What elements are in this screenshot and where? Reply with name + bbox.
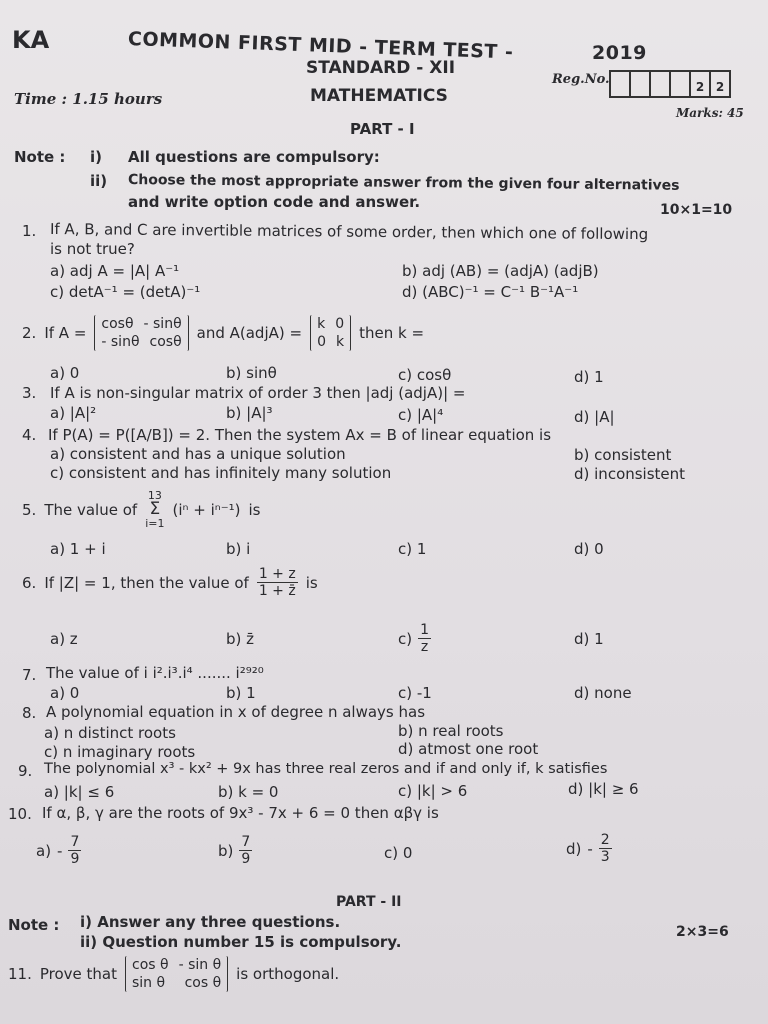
q7-option-a: a) 0 [50, 684, 80, 702]
q1-option-d: d) (ABC)⁻¹ = C⁻¹ B⁻¹A⁻¹ [402, 283, 579, 301]
q3-number: 3. [22, 384, 37, 402]
matrix-cell: - sinθ [101, 334, 140, 351]
q10-number: 10. [8, 805, 32, 823]
q2-post: then k = [359, 324, 425, 343]
reg-no-boxes [611, 70, 731, 98]
q2-option-c: c) cosθ [398, 366, 452, 384]
q5-option-b: b) i [226, 540, 251, 558]
q8-text: A polynomial equation in x of degree n always has [46, 703, 426, 721]
reg-no-box [609, 70, 631, 98]
matrix-cell: cosθ [149, 334, 182, 351]
q6-option-a: a) z [50, 630, 78, 648]
part2-title: PART - II [336, 894, 402, 910]
q1-option-b: b) adj (AB) = (adjA) (adjB) [402, 262, 599, 280]
reg-no-box [649, 70, 671, 98]
q4-option-b: b) consistent [574, 446, 672, 464]
fraction-numerator: 7 [70, 834, 80, 850]
q3-option-b: b) |A|³ [226, 404, 273, 422]
q10-option-b [218, 834, 252, 867]
q4-text: If P(A) = P([A/B]) = 2. Then the system Ax = B of linear equation is [48, 426, 552, 444]
matrix-cell: cos θ [132, 957, 169, 973]
fraction-numerator: 1 [420, 622, 430, 638]
q6-option-b: b) z̄ [226, 630, 255, 648]
q2-number: 2. [22, 324, 37, 343]
option-fraction [239, 834, 252, 867]
sum-lower-limit: i=1 [145, 517, 165, 530]
fraction-denominator: 9 [241, 851, 251, 868]
q7-text: The value of i i².i³.i⁴ ....... i²⁹²⁰ [46, 664, 264, 682]
option-fraction [68, 834, 81, 867]
q6-post: is [305, 573, 318, 592]
q5-option-c: c) 1 [398, 540, 427, 558]
matrix-cell: - sinθ [143, 316, 182, 332]
fraction-numerator: 7 [241, 834, 251, 850]
q4-option-a: a) consistent and has a unique solution [50, 445, 346, 463]
minus-sign: - [57, 841, 63, 860]
q5-option-d: d) 0 [574, 540, 604, 558]
matrix-cell: sin θ [132, 975, 166, 992]
q1-number: 1. [22, 222, 37, 240]
q4-option-c: c) consistent and has infinitely many solution [50, 464, 392, 482]
q2-option-a: a) 0 [50, 364, 80, 382]
exam-year: 2019 [592, 42, 647, 64]
part1-note-ii-line2: and write option code and answer. [128, 193, 421, 211]
part1-note-ii-line1: Choose the most appropriate answer from the given four alternatives [127, 172, 680, 194]
matrix-cell: - sin θ [178, 957, 222, 973]
q9-text: The polynomial x³ - kx² + 9x has three real zeros and if and only if, k satisfies [44, 761, 608, 777]
fraction-denominator: 9 [70, 851, 80, 868]
q6-number: 6. [22, 573, 37, 592]
option-label: c) [398, 629, 413, 648]
q6-pre: If |Z| = 1, then the value of [44, 573, 249, 592]
option-label: d) [566, 839, 582, 858]
q5 [22, 490, 260, 529]
fraction-denominator: 1 + z̄ [258, 583, 296, 600]
q10-option-a [36, 834, 81, 867]
reg-no-box: 2 [689, 70, 711, 98]
total-marks: Marks: 45 [676, 106, 744, 120]
part1-note-i: All questions are compulsory: [128, 148, 380, 166]
q9-option-c: c) |k| > 6 [398, 782, 468, 800]
q2 [22, 315, 424, 351]
part1-note-i-num: i) [90, 148, 102, 166]
q3-option-a: a) |A|² [50, 404, 97, 422]
q5-expression: (iⁿ + iⁿ⁻¹) [172, 500, 241, 519]
q11-matrix [125, 956, 228, 992]
q9-number: 9. [18, 762, 33, 780]
q8-option-b: b) n real roots [398, 722, 504, 740]
q3-text: If A is non-singular matrix of order 3 then |adj (adjA)| = [50, 384, 466, 402]
q11-post: is orthogonal. [236, 965, 340, 984]
q7-number: 7. [22, 666, 37, 684]
exam-time: Time : 1.15 hours [14, 90, 163, 108]
q11-number: 11. [8, 965, 32, 984]
q5-pre: The value of [44, 500, 138, 519]
matrix-cell: 0 [335, 316, 345, 332]
q10-option-d [566, 832, 612, 865]
matrix-cell: k [317, 316, 326, 332]
part2-marks: 2×3=6 [676, 924, 729, 940]
q5-post: is [248, 500, 261, 519]
exam-title: COMMON FIRST MID - TERM TEST - [127, 28, 514, 64]
q9-option-a: a) |k| ≤ 6 [44, 783, 115, 801]
part1-marks: 10×1=10 [660, 202, 733, 218]
fraction-numerator: 2 [600, 832, 610, 848]
q7-option-c: c) -1 [398, 684, 432, 702]
minus-sign: - [587, 839, 593, 858]
standard: STANDARD - XII [306, 58, 456, 78]
q6-option-c [398, 622, 431, 655]
part1-note-ii-num: ii) [90, 172, 108, 190]
q1-text: If A, B, and C are invertible matrices of some order, then which one of following [49, 220, 649, 244]
matrix-cell: cosθ [101, 316, 134, 332]
fraction-denominator: z [420, 639, 429, 656]
option-fraction [599, 832, 612, 865]
q1-option-a: a) adj A = |A| A⁻¹ [50, 262, 180, 280]
q6-fraction [257, 566, 298, 599]
q2-matrix-a [94, 315, 188, 351]
q1-text-2: is not true? [50, 240, 135, 258]
q8-option-a: a) n distinct roots [44, 724, 176, 742]
q11-pre: Prove that [39, 965, 117, 984]
fraction-numerator: 1 + z [258, 566, 296, 582]
matrix-cell: cos θ [184, 975, 222, 992]
summation [145, 490, 164, 529]
reg-no-box [669, 70, 691, 98]
option-label: a) [36, 841, 52, 860]
part2-note-i: i) Answer any three questions. [80, 913, 341, 931]
part1-title: PART - I [350, 120, 415, 138]
q2-mid: and A(adjA) = [196, 324, 303, 343]
q9-option-b: b) k = 0 [218, 783, 279, 801]
reg-no-box [629, 70, 651, 98]
part2-note-label: Note : [8, 916, 60, 934]
q4-number: 4. [22, 426, 37, 444]
q8-number: 8. [22, 704, 37, 722]
fraction-denominator: 3 [600, 849, 610, 866]
matrix-cell: k [336, 334, 345, 351]
q1-option-c: c) detA⁻¹ = (detA)⁻¹ [50, 283, 201, 301]
q8-option-c: c) n imaginary roots [44, 743, 196, 761]
q2-matrix-k [310, 315, 351, 351]
reg-no-label: Reg.No. [552, 72, 610, 87]
q10-text: If α, β, γ are the roots of 9x³ - 7x + 6 = 0 then αβγ is [42, 804, 439, 822]
q3-option-c: c) |A|⁴ [398, 406, 444, 424]
q3-option-d: d) |A| [574, 408, 615, 426]
q7-option-d: d) none [574, 684, 632, 702]
sum-upper-limit: 13 [147, 489, 162, 502]
sigma-icon: Σ [149, 499, 161, 519]
q4-option-d: d) inconsistent [574, 465, 686, 483]
q5-option-a: a) 1 + i [50, 540, 106, 558]
q6 [22, 566, 318, 599]
q2-option-b: b) sinθ [226, 364, 277, 382]
q11 [8, 956, 339, 992]
reg-no-box: 2 [709, 70, 731, 98]
q9-option-d: d) |k| ≥ 6 [568, 780, 639, 798]
part2-note-ii: ii) Question number 15 is compulsory. [80, 933, 402, 951]
q7-option-b: b) 1 [226, 684, 256, 702]
school-code: KA [12, 26, 50, 54]
subject: MATHEMATICS [310, 86, 448, 106]
q8-option-d: d) atmost one root [398, 740, 539, 758]
q5-number: 5. [22, 500, 37, 519]
part1-note-label: Note : [14, 148, 66, 166]
option-fraction [418, 622, 431, 655]
q6-option-d: d) 1 [574, 630, 604, 648]
q2-option-d: d) 1 [574, 368, 604, 386]
q10-option-c: c) 0 [384, 844, 413, 862]
q2-pre: If A = [44, 324, 87, 343]
matrix-cell: 0 [317, 334, 326, 351]
option-label: b) [218, 841, 234, 860]
